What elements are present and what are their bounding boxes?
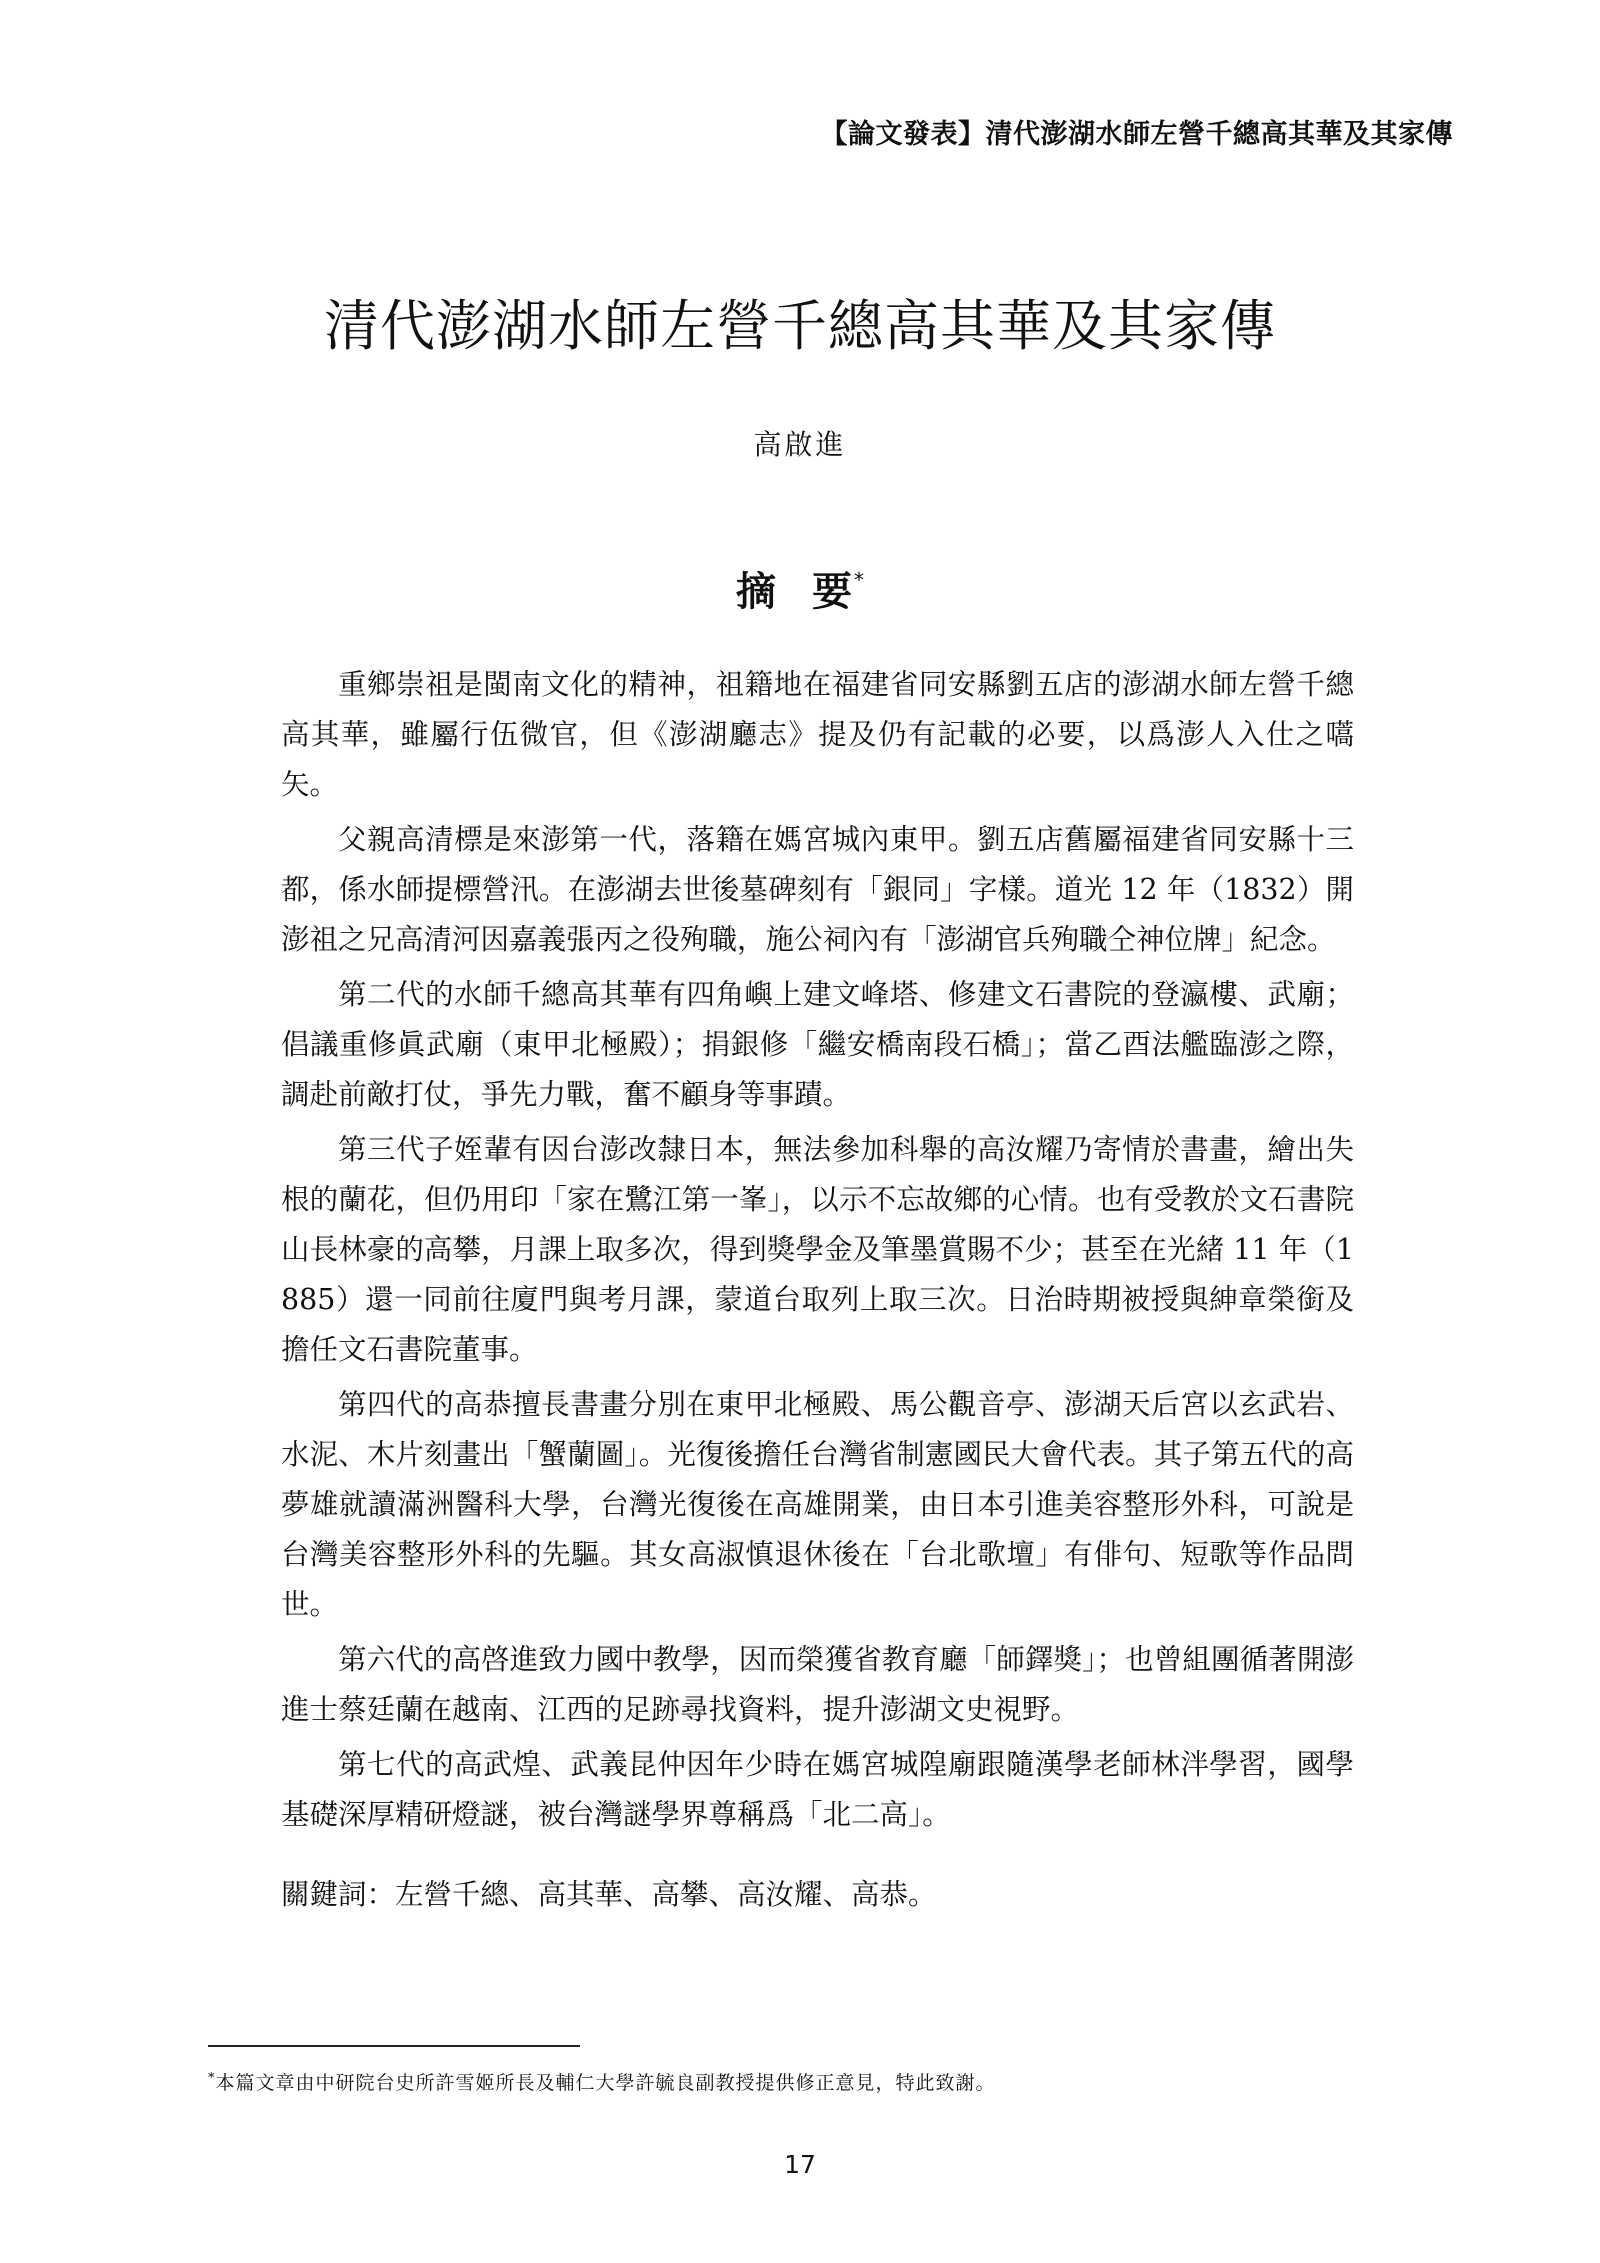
abstract-paragraph-5: 第四代的高恭擅長書畫分別在東甲北極殿、馬公觀音亭、澎湖天后宮以玄武岩、水泥、木片刻畫出「蟹蘭圖」。光復後擔任台灣省制憲國民大會代表。其子第五代的高夢雄就讀滿洲醫科大學，台灣光復後在高雄開業，由日本引進美容整形外科，可說是台灣美容整形外科的先驅。其女高淑慎退休後在「台北歌壇」有俳句、短歌等作品問世。 [281, 1388, 1354, 1621]
footnote-marker: * [208, 2071, 216, 2086]
page-number: 17 [784, 2150, 816, 2179]
abstract-paragraph-6: 第六代的高啓進致力國中教學，因而榮獲省教育廳「師鐸獎」；也曾組團循著開澎進士蔡廷蘭在越南、江西的足跡尋找資料，提升澎湖文史視野。 [281, 1643, 1354, 1726]
abstract-heading-char-1: 摘 [736, 569, 776, 615]
article-title: 清代澎湖水師左營千總高其華及其家傳 [323, 293, 1276, 358]
footnote [208, 2068, 1388, 2095]
abstract-paragraph-2: 父親高清標是來澎第一代，落籍在媽宮城內東甲。劉五店舊屬福建省同安縣十三都，係水師提標營汛。在澎湖去世後墓碑刻有「銀同」字樣。道光 12 年（1832）開澎祖之兄高清河因嘉義張丙之役殉職，施公祠內有「澎湖官兵殉職仝神位牌」紀念。 [281, 823, 1354, 956]
abstract-paragraph-1: 重鄉崇祖是閩南文化的精神，祖籍地在福建省同安縣劉五店的澎湖水師左營千總高其華，雖屬行伍微官，但《澎湖廳志》提及仍有記載的必要，以爲澎人入仕之嚆矢。 [281, 668, 1354, 801]
running-header: 【論文發表】清代澎湖水師左營千總高其華及其家傳 [820, 119, 1453, 150]
abstract-body [281, 660, 1354, 1845]
abstract-paragraph-7: 第七代的高武煌、武義昆仲因年少時在媽宮城隍廟跟隨漢學老師林泮學習，國學基礎深厚精研燈謎，被台灣謎學界尊稱爲「北二高」。 [281, 1748, 1354, 1831]
abstract-footnote-marker: * [854, 568, 864, 592]
keywords: 關鍵詞：左營千總、高其華、高攀、高汝耀、高恭。 [281, 1878, 937, 1911]
footnote-text: 本篇文章由中研院台史所許雪姬所長及輔仁大學許毓良副教授提供修正意見，特此致謝。 [215, 2072, 996, 2094]
footnote-divider [208, 2045, 580, 2047]
abstract-paragraph-4: 第三代子姪輩有因台澎改隸日本，無法參加科舉的高汝耀乃寄情於書畫，繪出失根的蘭花，但仍用印「家在鷺江第一峯」，以示不忘故鄉的心情。也有受教於文石書院山長林豪的高攀，月課上取多次，得到獎學金及筆墨賞賜不少；甚至在光緒 11 年（1885）還一同前往廈門與考月課，蒙道台取列上取三次。日治時期被授與紳章榮銜及擔任文石書院董事。 [281, 1133, 1354, 1366]
author-name: 高啟進 [753, 428, 847, 461]
abstract-heading-char-2: 要 [812, 569, 852, 615]
abstract-heading [0, 560, 1600, 617]
abstract-paragraph-3: 第二代的水師千總高其華有四角嶼上建文峰塔、修建文石書院的登瀛樓、武廟；倡議重修眞武廟（東甲北極殿）；捐銀修「繼安橋南段石橋」；當乙酉法艦臨澎之際，調赴前敵打仗，爭先力戰，奮不顧身等事蹟。 [281, 978, 1354, 1111]
